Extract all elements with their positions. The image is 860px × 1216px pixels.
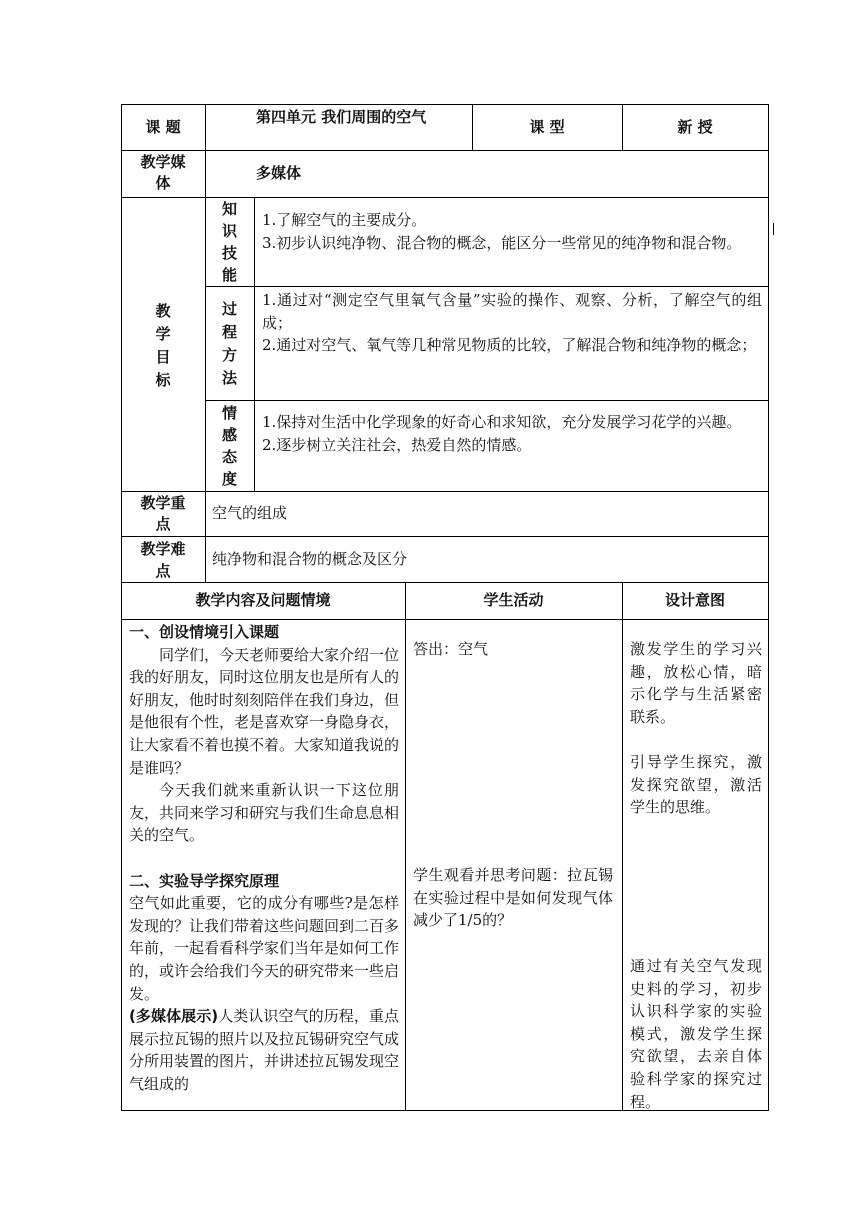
paragraph: 同学们，今天老师要给大家介绍一位我的好朋友，同时这位朋友也是所有人的好朋友，他时时刻刻陪伴在我们身边，但是他很有个性，老是喜欢穿一身隐身衣，让大家看不着也摸不着。大家知道我说的是谁吗？ [129,645,400,777]
media-label-line: 教学媒 [140,153,186,171]
section-title: 一、创设情境引入课题 [129,623,280,641]
media-label-line: 体 [155,174,171,192]
difficulty-value: 纯净物和混合物的概念及区分 [212,550,408,568]
process-line: 1.通过对“测定空气里氧气含量”实验的操作、观察、分析，了解空气的组成； [262,291,762,332]
paragraph: 今天我们就来重新认识一下这位朋友，共同来学习和研究与我们生命息息相关的空气。 [129,781,400,845]
column-header-design: 设计意图 [664,591,725,609]
table-border [205,400,769,401]
design-intent: 通过有关空气发现史料的学习，初步认识科学家的实验模式，激发学生探究欲望，去亲自体验科学家的探究过程。 [630,957,762,1111]
media-label [121,152,205,194]
paragraph [129,1005,399,1095]
knowledge-label-char: 能 [221,266,237,284]
key-point-label-line: 教学重 [140,494,186,512]
emotion-label-char: 情 [221,404,237,422]
process-label-char: 过 [221,300,237,318]
goals-label [121,300,205,392]
blank-line [129,847,399,870]
emotion-line: 1.保持对生活中化学现象的好奇心和求知欲，充分发展学习花学的兴趣。 [262,413,742,431]
key-point-label-line: 点 [155,515,171,533]
knowledge-label [205,198,254,286]
table-border [622,582,623,1111]
table-border [405,582,406,1111]
process-label-char: 法 [221,369,237,387]
emotion-label-char: 态 [221,448,237,466]
process-text [262,289,762,357]
emotion-label-char: 感 [221,426,237,444]
content-cell [129,621,399,1095]
table-border [121,619,769,620]
difficulty-label-line: 点 [155,562,171,580]
key-point-value: 空气的组成 [212,504,288,522]
difficulty-label-line: 教学难 [140,540,186,558]
design-intent: 引导学生探究，激发探究欲望，激活学生的思维。 [630,753,762,817]
goals-label-char: 目 [155,348,171,366]
topic-label: 课 题 [145,118,181,136]
margin-mark [773,223,774,235]
table-border [768,104,769,1111]
table-border [205,286,769,287]
media-value: 多媒体 [256,164,302,182]
bold-lead: (多媒体展示) [129,1007,219,1026]
emotion-line: 2.逐步树立关注社会，热爱自然的情感。 [262,435,532,454]
table-border [254,197,255,491]
goals-label-char: 学 [155,325,171,343]
type-label: 课 型 [529,118,565,136]
emotion-label-char: 度 [221,470,237,488]
student-answer: 答出：空气 [413,640,489,658]
emotion-label [205,402,254,490]
goals-label-char: 教 [155,302,171,320]
knowledge-label-char: 知 [221,200,237,218]
emotion-text [262,411,762,456]
process-label-char: 程 [221,323,237,341]
process-line: 2.通过对空气、氧气等几种常见物质的比较，了解混合物和纯净物的概念； [262,336,757,354]
topic-value: 第四单元 我们周围的空气 [256,108,427,126]
process-label [205,298,254,390]
knowledge-label-char: 识 [221,222,237,240]
knowledge-line: 1.了解空气的主要成分。 [262,211,427,229]
knowledge-line: 3.初步认识纯净物、混合物的概念，能区分一些常见的纯净物和混合物。 [262,233,742,252]
paragraph: 空气如此重要，它的成分有哪些?是怎样发现的？让我们带着这些问题回到二百多年前，一起看看科学家们当年是如何工作的，或许会给我们今天的研究带来一些启发。 [129,894,400,1003]
design-intent: 激发学生的学习兴趣，放松心情，暗示化学与生活紧密联系。 [630,640,762,726]
table-border [121,150,769,151]
goals-label-char: 标 [155,371,171,389]
knowledge-label-char: 技 [221,244,237,262]
process-label-char: 方 [221,346,237,364]
key-point-label [121,493,205,535]
column-header-content: 教学内容及问题情境 [195,591,331,609]
difficulty-label [121,538,205,582]
section-title: 二、实验导学探究原理 [129,871,280,890]
column-header-student: 学生活动 [483,591,544,609]
student-activity: 学生观看并思考问题：拉瓦锡在实验过程中是如何发现气体减少了1/5的？ [413,866,613,929]
type-value: 新 授 [677,118,713,136]
knowledge-text [262,209,762,254]
paragraph-text: 人类认识空气的历程，重点展示拉瓦锡的照片以及拉瓦锡研究空气成分所用装置的图片，并讲述拉瓦锡发现空气组成的 [129,1007,400,1093]
